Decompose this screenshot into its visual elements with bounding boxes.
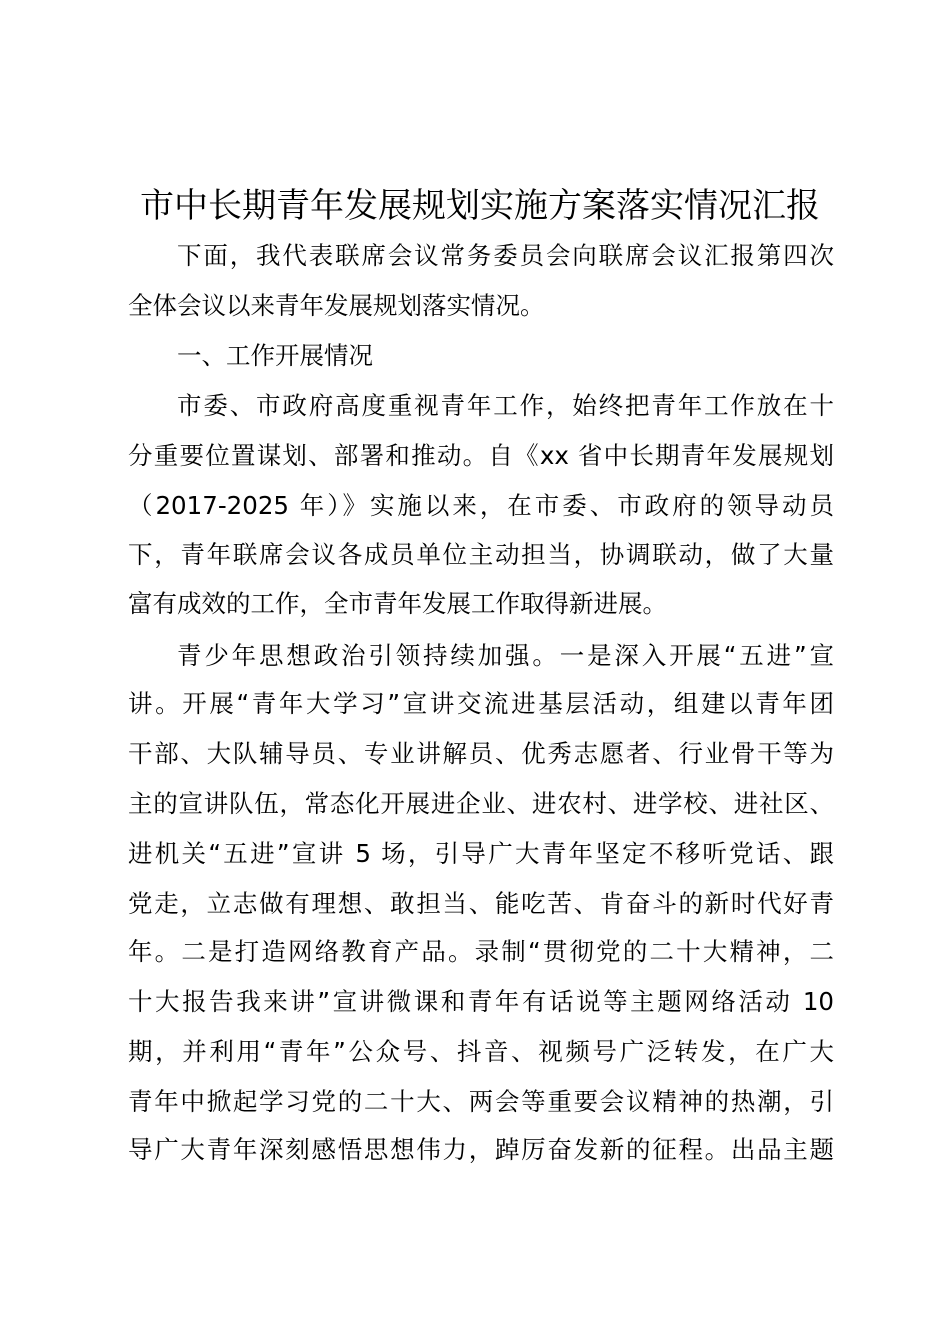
paragraph-line: （2017-2025 年）》实施以来，在市委、市政府的领导动员 (128, 491, 834, 520)
paragraph-line: 干部、大队辅导员、专业讲解员、优秀志愿者、行业骨干等为 (128, 739, 834, 768)
paragraph-line: 青年中掀起学习党的二十大、两会等重要会议精神的热潮，引 (128, 1087, 834, 1116)
section-heading: 一、工作开展情况 (177, 341, 373, 370)
paragraph-line: 党走，立志做有理想、敢担当、能吃苦、肯奋斗的新时代好青 (128, 889, 834, 918)
paragraph-line: 年。二是打造网络教育产品。录制“贯彻党的二十大精神，二 (128, 937, 834, 966)
paragraph-line: 下，青年联席会议各成员单位主动担当，协调联动，做了大量 (128, 540, 834, 569)
paragraph-line: 市委、市政府高度重视青年工作，始终把青年工作放在十 (177, 391, 834, 420)
document-title: 市中长期青年发展规划实施方案落实情况汇报 (140, 186, 820, 226)
paragraph-line: 下面，我代表联席会议常务委员会向联席会议汇报第四次 (177, 241, 834, 270)
paragraph-line: 十大报告我来讲”宣讲微课和青年有话说等主题网络活动 10 (128, 987, 834, 1016)
paragraph-line: 主的宣讲队伍，常态化开展进企业、进农村、进学校、进社区、 (128, 789, 834, 818)
paragraph-line: 期，并利用“青年”公众号、抖音、视频号广泛转发，在广大 (128, 1037, 834, 1066)
paragraph-line: 导广大青年深刻感悟思想伟力，踔厉奋发新的征程。出品主题 (128, 1135, 834, 1164)
paragraph-line: 讲。开展“青年大学习”宣讲交流进基层活动，组建以青年团 (128, 689, 834, 718)
paragraph-line: 进机关“五进”宣讲 5 场，引导广大青年坚定不移听党话、跟 (128, 839, 834, 868)
paragraph-line: 分重要位置谋划、部署和推动。自《xx 省中长期青年发展规划 (128, 441, 834, 470)
paragraph-line: 富有成效的工作，全市青年发展工作取得新进展。 (128, 589, 667, 618)
paragraph-line: 青少年思想政治引领持续加强。一是深入开展“五进”宣 (177, 641, 834, 670)
paragraph-line: 全体会议以来青年发展规划落实情况。 (128, 291, 545, 320)
